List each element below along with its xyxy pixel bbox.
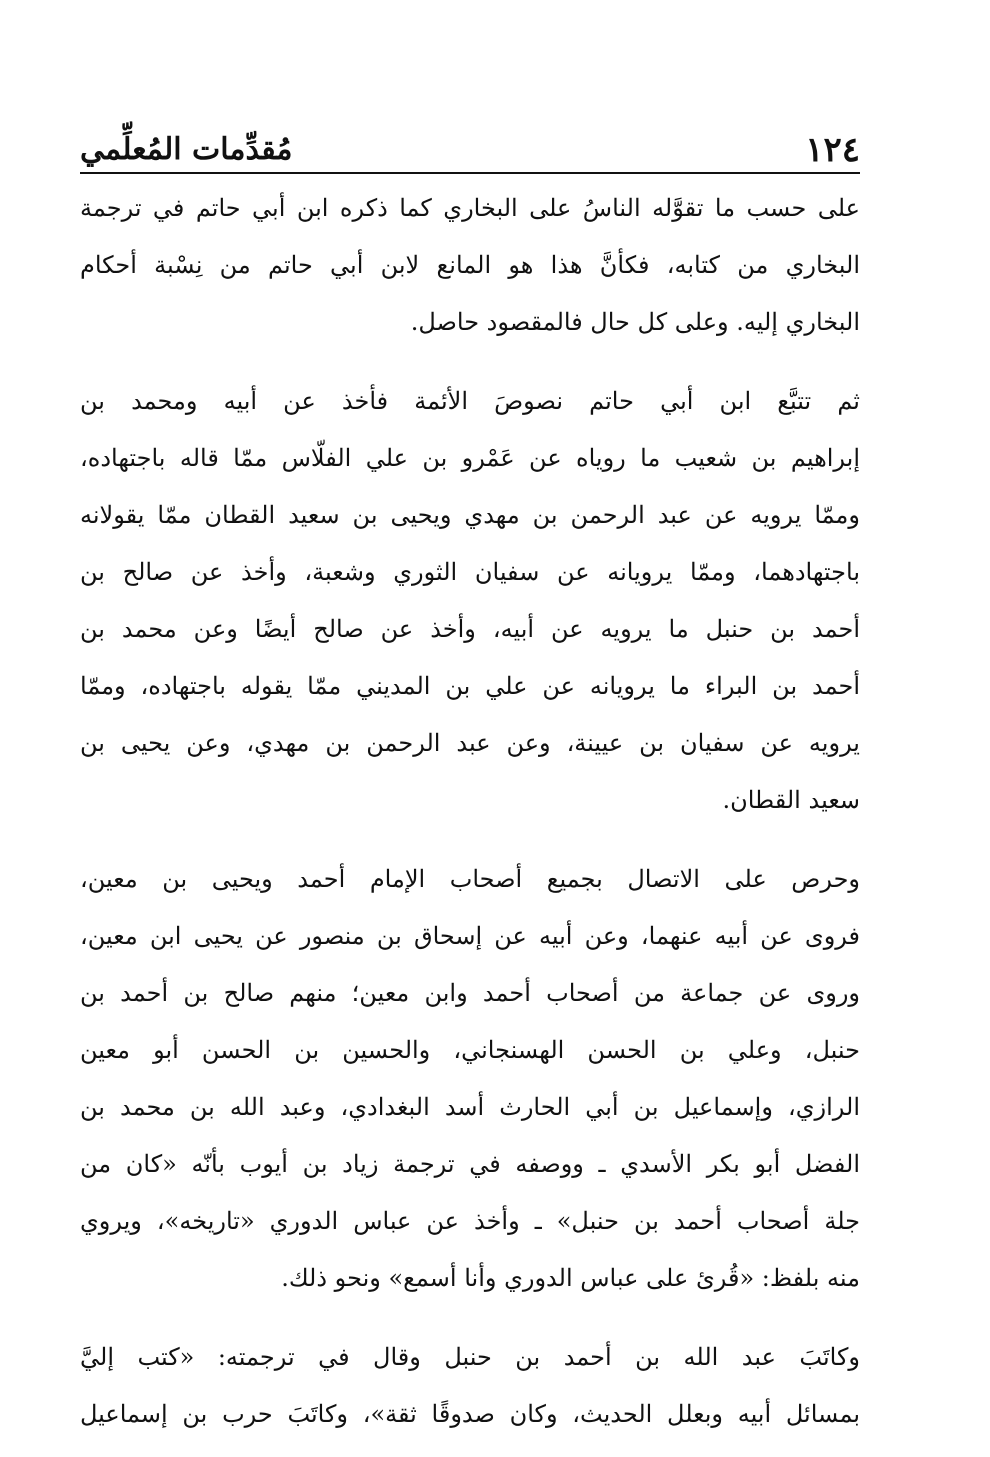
text-line: يرويه عن سفيان بن عيينة، وعن عبد الرحمن بن مهدي، وعن يحيى بن [80,729,860,757]
text-line: أحمد بن حنبل ما يرويه عن أبيه، وأخذ عن صالح أيضًا وعن محمد بن [80,615,860,643]
text-line: إبراهيم بن شعيب ما روياه عن عَمْرو بن علي الفلّاس ممّا قاله باجتهاده، [80,444,860,472]
paragraph-2 [80,373,860,829]
header-rule [80,172,860,174]
text-line: البخاري إليه. وعلى كل حال فالمقصود حاصل. [410,308,860,336]
text-line: فروى عن أبيه عنهما، وعن أبيه عن إسحاق بن منصور عن يحيى ابن معين، [80,922,860,950]
text-line: وكاتَبَ عبد الله بن أحمد بن حنبل وقال في ترجمته: «كتب إليَّ [80,1343,860,1371]
text-line: الرازي، وإسماعيل بن أبي الحارث أسد البغدادي، وعبد الله بن محمد بن [80,1093,860,1121]
text-line: ثم تتبَّع ابن أبي حاتم نصوصَ الأئمة فأخذ عن أبيه ومحمد بن [80,387,860,415]
paragraph-gap [80,829,860,851]
text-line: منه بلفظ: «قُرئ على عباس الدوري وأنا أسمع» ونحو ذلك. [281,1264,860,1292]
text-line: جلة أصحاب أحمد بن حنبل» ـ وأخذ عن عباس الدوري «تاريخه»، ويروي [80,1207,860,1235]
text-line: أحمد بن البراء ما يرويانه عن علي بن المديني ممّا يقوله باجتهاده، وممّا [80,672,860,700]
text-line: حنبل، وعلي بن الحسن الهسنجاني، والحسين بن الحسن أبو معين [80,1036,860,1064]
paragraph-gap [80,351,860,373]
paragraph-gap [80,1307,860,1329]
text-line: باجتهادهما، وممّا يرويانه عن سفيان الثوري وشعبة، وأخذ عن صالح بن [80,558,860,586]
paragraph-1 [80,180,860,351]
paragraph-3 [80,851,860,1307]
text-line: البخاري من كتابه، فكأنَّ هذا هو المانع لابن أبي حاتم من نِسْبة أحكام [80,251,860,279]
page-header [80,118,860,170]
text-line: بمسائل أبيه وبعلل الحديث، وكان صدوقًا ثقة»، وكاتَبَ حرب بن إسماعيل [80,1400,860,1428]
body-text [80,180,860,1443]
text-line: على حسب ما تقوَّله الناسُ على البخاري كما ذكره ابن أبي حاتم في ترجمة [80,194,860,222]
paragraph-4 [80,1329,860,1443]
text-line: وروى عن جماعة من أصحاب أحمد وابن معين؛ منهم صالح بن أحمد بن [80,979,860,1007]
text-line: الفضل أبو بكر الأسدي ـ ووصفه في ترجمة زياد بن أيوب بأنّه «كان من [80,1150,860,1178]
running-title: مُقدِّمات المُعلِّمي [80,132,293,167]
text-line: وممّا يرويه عن عبد الرحمن بن مهدي ويحيى بن سعيد القطان ممّا يقولانه [80,501,860,529]
page-number: ١٢٤ [805,130,860,170]
text-line: وحرص على الاتصال بجميع أصحاب الإمام أحمد ويحيى بن معين، [80,865,860,893]
text-line: سعيد القطان. [722,786,860,814]
